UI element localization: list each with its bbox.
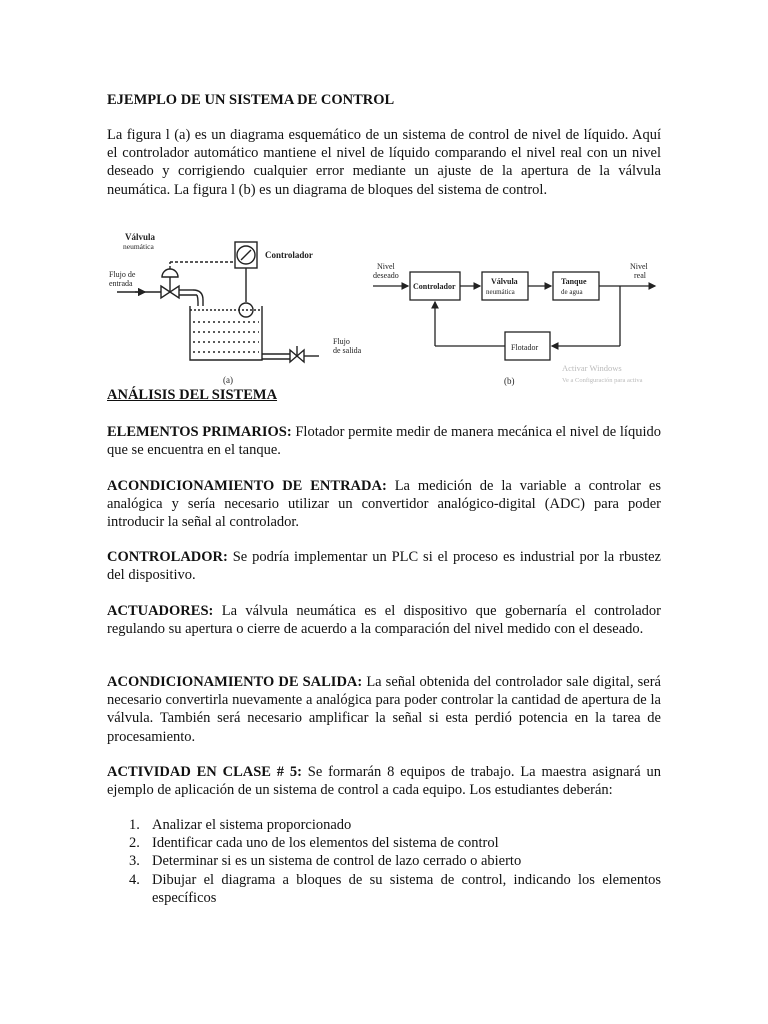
desired-level-label-2: deseado	[373, 271, 399, 280]
section-label: ELEMENTOS PRIMARIOS:	[107, 424, 292, 440]
list-item-text: Analizar el sistema proporcionado	[152, 817, 352, 833]
section-output-conditioning	[107, 673, 661, 746]
list-item	[107, 816, 661, 834]
controller-block-label: Controlador	[413, 282, 456, 291]
list-item-text: Determinar si es un sistema de control de lazo cerrado o abierto	[152, 853, 522, 870]
section-text: Se formarán 8 equipos de trabajo. La maestra asignará un ejemplo de aplicación de un sistema de control a cada equipo. Los estudiantes deberán:	[107, 764, 661, 799]
tank-block-sublabel: de agua	[561, 288, 583, 296]
section-text: Flotador permite medir de manera mecánica el nivel de líquido que se encuentra en el tanque.	[107, 424, 661, 459]
desired-level-label-1: Nivel	[377, 262, 395, 271]
real-level-label-2: real	[634, 271, 646, 280]
list-item-text: Identificar cada uno de los elementos del sistema de control	[152, 835, 499, 852]
list-item-text: Dibujar el diagrama a bloques de su sistema de control, indicando los elementos específicos	[152, 871, 661, 906]
valve-sublabel: neumática	[123, 242, 154, 251]
section-text: Se podría implementar un PLC si el proceso es industrial por la rbustez del dispositivo.	[107, 549, 661, 584]
section-class-activity	[107, 763, 661, 799]
activity-steps-list	[107, 816, 661, 907]
section-text: La señal obtenida del controlador sale digital, será necesario convertirla nuevamente a analógica para poder controlar la cantidad de apertura de la válvula. También será necesario amplificar la señal si esta perdió potencia en la tarea de procesamiento.	[107, 674, 661, 745]
section-label: ACONDICIONAMIENTO DE ENTRADA:	[107, 478, 387, 494]
real-level-label-1: Nivel	[630, 262, 648, 271]
section-controller	[107, 548, 661, 584]
list-item-number: 2.	[129, 835, 140, 852]
valve-actuator-icon	[162, 269, 178, 277]
section-label: ACTUADORES:	[107, 603, 214, 619]
list-item	[107, 871, 661, 907]
section-actuators	[107, 602, 661, 638]
watermark-line-1: Activar Windows	[562, 363, 622, 373]
tank-block-label: Tanque	[561, 277, 587, 286]
valve-label: Válvula	[125, 232, 156, 242]
section-text: La medición de la variable a controlar es analógica y sería necesario utilizar un convertidor analógico-digital (ADC) para poder introducir la señal al controlador.	[107, 478, 661, 531]
inflow-label-1: Flujo de	[109, 270, 136, 279]
section-label: ACTIVIDAD EN CLASE # 5:	[107, 764, 302, 780]
outflow-label-2: de salida	[333, 346, 362, 355]
figure-b-caption: (b)	[504, 376, 515, 386]
section-primary-elements	[107, 423, 661, 459]
list-item-number: 4.	[129, 871, 140, 888]
document-title: EJEMPLO DE UN SISTEMA DE CONTROL	[107, 92, 395, 108]
figure-1	[105, 222, 665, 392]
list-item-number: 1.	[129, 817, 140, 833]
watermark-line-2: Ve a Configuración para activa	[562, 377, 643, 384]
list-item	[107, 852, 661, 870]
section-label: CONTROLADOR:	[107, 549, 228, 565]
outflow-label-1: Flujo	[333, 337, 350, 346]
float-block-label: Flotador	[511, 343, 539, 352]
section-label: ACONDICIONAMIENTO DE SALIDA:	[107, 674, 363, 690]
intro-paragraph: La figura l (a) es un diagrama esquemático de un sistema de control de nivel de líquido. Aquí el controlador automático mantiene el nivel de líquido comparando el nivel real con un nivel deseado y corrigiendo cualquier error mediante un ajuste de la apertura de la válvula neumática. La figura l (b) es un diagrama de bloques del sistema de control.	[107, 127, 661, 198]
list-item-number: 3.	[129, 853, 140, 870]
figure-a-caption: (a)	[223, 375, 233, 385]
analysis-heading: ANÁLISIS DEL SISTEMA	[107, 387, 278, 403]
controller-label: Controlador	[265, 250, 313, 260]
valve-block-sublabel: neumática	[486, 288, 515, 296]
section-text: La válvula neumática es el dispositivo que gobernaría el controlador regulando su apertura o cierre de acuerdo a la comparación del nivel medido con el deseado.	[107, 603, 661, 638]
section-input-conditioning	[107, 477, 661, 532]
figure-diagrams	[105, 222, 665, 392]
schematic-diagram-a	[117, 242, 319, 362]
inflow-label-2: entrada	[109, 279, 133, 288]
valve-block-label: Válvula	[491, 277, 518, 286]
list-item	[107, 834, 661, 852]
